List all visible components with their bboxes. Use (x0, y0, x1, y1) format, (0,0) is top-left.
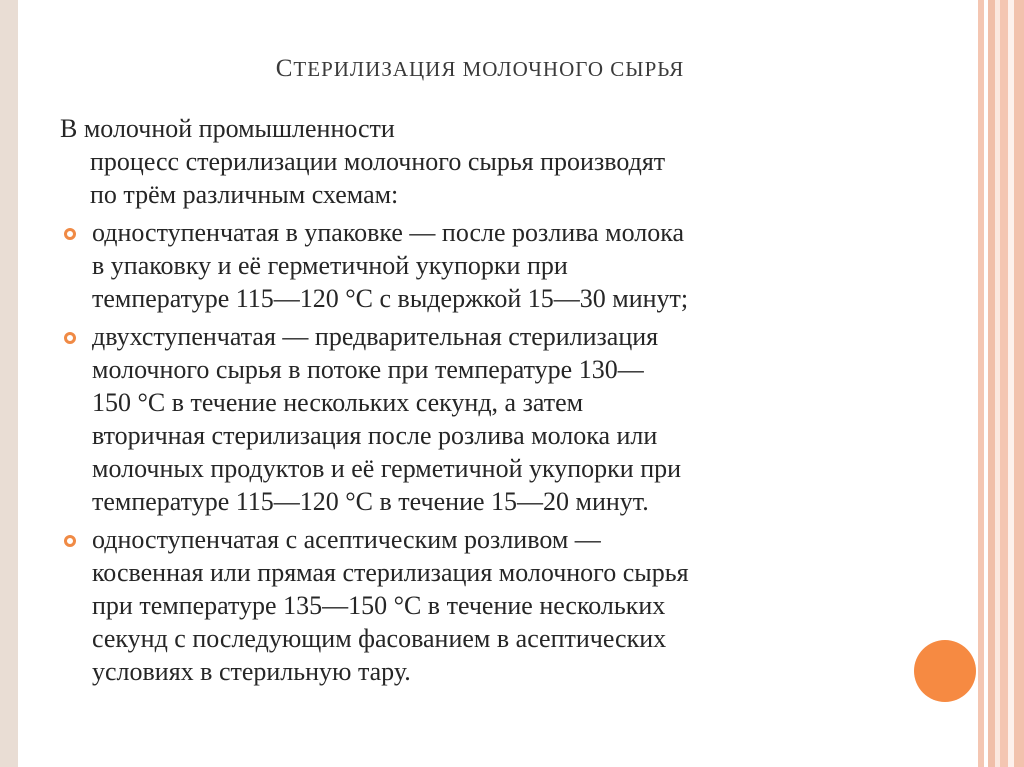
orange-circle-icon (914, 640, 976, 702)
bullet-item (60, 523, 890, 688)
bullet-line: в упаковку и её герметичной укупорки при (92, 251, 568, 280)
slide-title-initial: С (275, 55, 294, 82)
right-stripe (988, 0, 995, 767)
bullet-line: температуре 115—120 °C в течение 15—20 минут. (92, 487, 649, 516)
bullet-line: молочных продуктов и её герметичной укупорки при (92, 454, 682, 483)
bullet-line: 150 °C в течение нескольких секунд, а затем (92, 388, 584, 417)
bullet-line: косвенная или прямая стерилизация молочного сырья (92, 558, 689, 587)
bullet-ring-icon (64, 228, 76, 240)
intro-paragraph (60, 112, 890, 211)
left-margin-band (0, 0, 18, 767)
slide-content (60, 112, 890, 688)
bullet-item (60, 320, 890, 518)
bullet-line: двухступенчатая — предварительная стерилизация (92, 322, 659, 351)
intro-line: по трём различным схемам: (90, 180, 399, 209)
bullet-ring-icon (64, 332, 76, 344)
bullet-line: условиях в стерильную тару. (92, 657, 411, 686)
intro-line: процесс стерилизации молочного сырья производят (90, 147, 666, 176)
bullet-ring-icon (64, 535, 76, 547)
right-stripe (1000, 0, 1008, 767)
bullet-list (60, 216, 890, 688)
bullet-line: молочного сырья в потоке при температуре 130— (92, 355, 644, 384)
bullet-item (60, 216, 890, 315)
intro-line: В молочной промышленности (60, 114, 395, 143)
bullet-line: вторичная стерилизация после розлива молока или (92, 421, 658, 450)
slide-title-rest: ТЕРИЛИЗАЦИЯ МОЛОЧНОГО СЫРЬЯ (293, 57, 685, 81)
slide-title (60, 55, 900, 83)
right-stripe (1014, 0, 1024, 767)
bullet-line: одноступенчатая с асептическим розливом — (92, 525, 601, 554)
bullet-line: при температуре 135—150 °C в течение нескольких (92, 591, 666, 620)
bullet-line: секунд с последующим фасованием в асептических (92, 624, 667, 653)
bullet-line: одноступенчатая в упаковке — после розлива молока (92, 218, 685, 247)
bullet-line: температуре 115—120 °C с выдержкой 15—30 минут; (92, 284, 689, 313)
